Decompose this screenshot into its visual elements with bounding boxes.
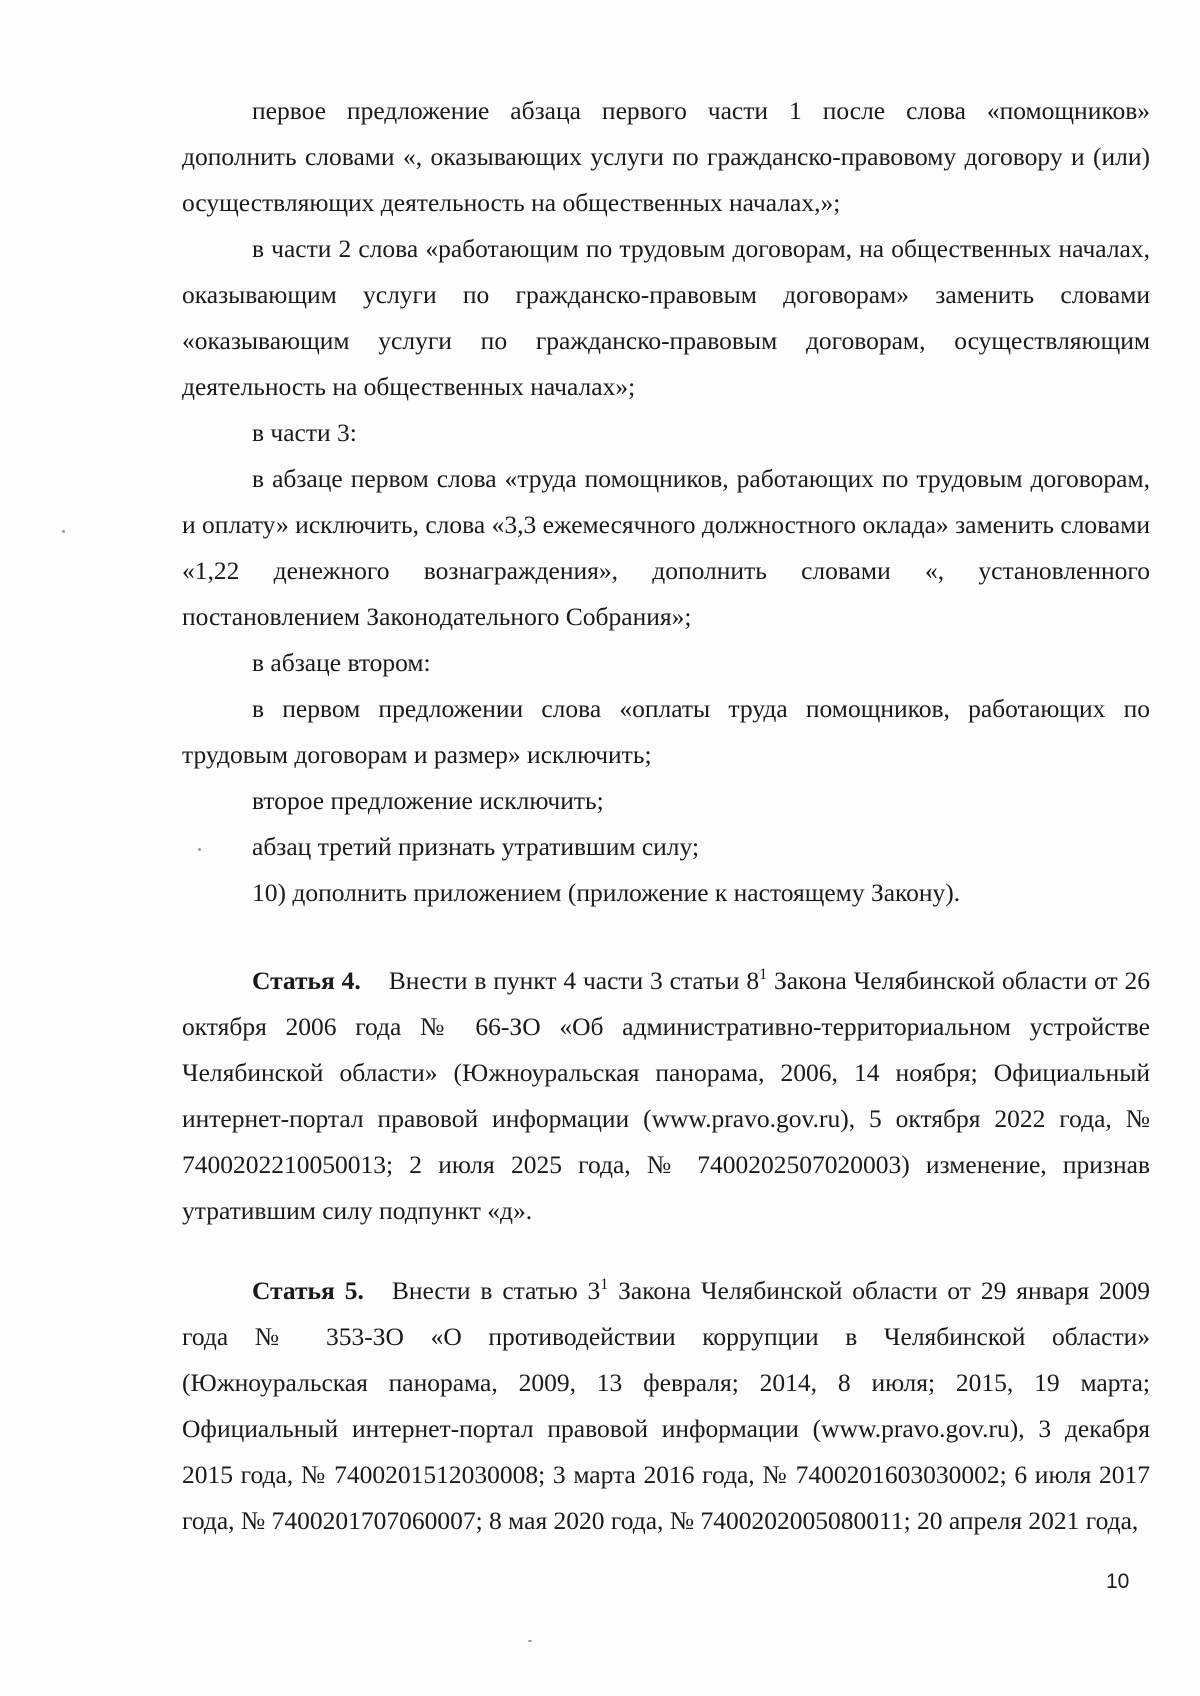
scan-speck [198,848,201,851]
paragraph-9: 10) дополнить приложением (приложение к настоящему Закону). [252,878,961,907]
paragraph-4: в абзаце первом слова «труда помощников, работающих по трудовым договорам, и оплату» исключить, слова «3,3 ежемесячного должностного оклада» заменить словами «1,22 денежного вознаграждения», дополнить словами «, установленного постановлением Законодательного Собрания»; [182,464,1150,631]
page-number: 10 [1106,1570,1130,1593]
article-5-superscript: 1 [600,1276,609,1293]
article-5-label: Статья 5. [252,1276,364,1305]
article-4-superscript: 1 [759,966,768,983]
article-5 [182,1268,1150,1544]
article-5-text-rest: Закона Челябинской области от 29 января 2009 года № 353-ЗО «О противодействии коррупции в Челябинской области» (Южноуральская панорама, 2009, 13 февраля; 2014, 8 июля; 2015, 19 марта; Официальный интернет-портал правовой информации (www.pravo.gov.ru), 3 декабря 2015 года, № 7400201512030008; 3 марта 2016 года, № 7400201603030002; 6 июля 2017 года, № 7400201707060007; 8 мая 2020 года, № 7400202005080011; 20 апреля 2021 года, [182,1276,1150,1535]
paragraph-3: в части 3: [252,418,357,447]
paragraph-1: первое предложение абзаца первого части 1 после слова «помощников» дополнить словами «, оказывающих услуги по гражданско-правовому договору и (или) осуществляющих деятельность на общественных началах,»; [182,96,1150,217]
paragraph-2: в части 2 слова «работающим по трудовым договорам, на общественных началах, оказывающим услуги по гражданско-правовым договорам» заменить словами «оказывающим услуги по гражданско-правовым договорам, осуществляющим деятельность на общественных началах»; [182,234,1150,401]
scan-speck [62,530,65,533]
article-4-text-start: Внести в пункт 4 части 3 статьи 8 [388,966,760,995]
paragraph-8: абзац третий признать утратившим силу; [252,832,700,861]
article-4-text-rest: Закона Челябинской области от 26 октября 2006 года № 66-ЗО «Об административно-территориальном устройстве Челябинской области» (Южноуральская панорама, 2006, 14 ноября; Официальный интернет-портал правовой информации (www.pravo.gov.ru), 5 октября 2022 года, № 7400202210050013; 2 июля 2025 года, № 7400202507020003) изменение, признав утратившим силу подпункт «д». [182,966,1150,1225]
scan-speck [528,1640,532,1642]
article-5-text-start: Внести в статью 3 [391,1276,601,1305]
paragraph-7: второе предложение исключить; [252,786,604,815]
article-4 [182,958,1150,1234]
paragraph-6: в первом предложении слова «оплаты труда помощников, работающих по трудовым договорам и размер» исключить; [182,694,1150,769]
amendment-list [182,88,1150,916]
article-4-label: Статья 4. [252,966,361,995]
paragraph-5: в абзаце втором: [252,648,431,677]
